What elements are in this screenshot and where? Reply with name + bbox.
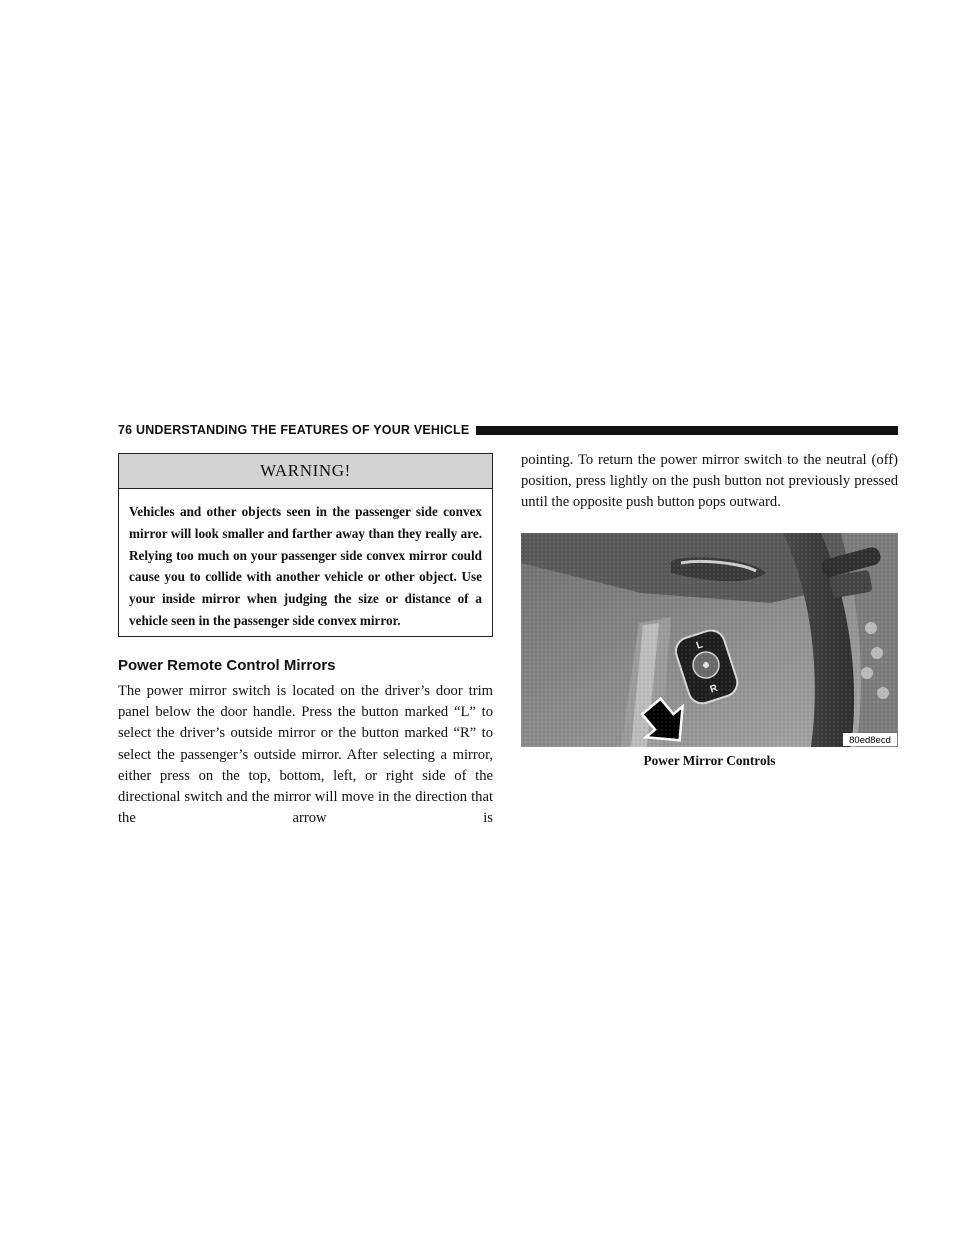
power-mirror-photo [521,533,898,747]
photo-illustration [521,533,898,747]
page-number-title: 76 UNDERSTANDING THE FEATURES OF YOUR VEHICLE [118,423,470,437]
page-header [118,420,898,440]
body-paragraph-left: The power mirror switch is located on the driver’s door trim panel below the door handle. Press the button marked “L” to select the driver’s outside mirror or the button marked “R” to select the passenger’s outside mirror. After selecting a mirror, either press on the top, bottom, left, or right side of the directional switch and the mirror will move in the direction that the arrow is [118,683,493,827]
figure-caption: Power Mirror Controls [643,753,776,768]
warning-text: Vehicles and other objects seen in the passenger side convex mirror will look smaller and farther away than they really are. Relying too much on your passenger side convex mirror could cause you to collide with another vehicle or other object. Use your inside mirror when judging the size or distance of a vehicle seen in the passenger side convex mirror. [129,504,482,628]
warning-title: WARNING! [119,454,492,489]
section-heading: Power Remote Control Mirrors [118,657,336,674]
header-rule [476,426,898,435]
image-code: 80ed8ecd [849,735,891,746]
body-paragraph-right: pointing. To return the power mirror switch to the neutral (off) position, press lightly on the push button not previously pressed until the opposite push button pops outward. [521,452,898,511]
warning-box [118,453,493,637]
